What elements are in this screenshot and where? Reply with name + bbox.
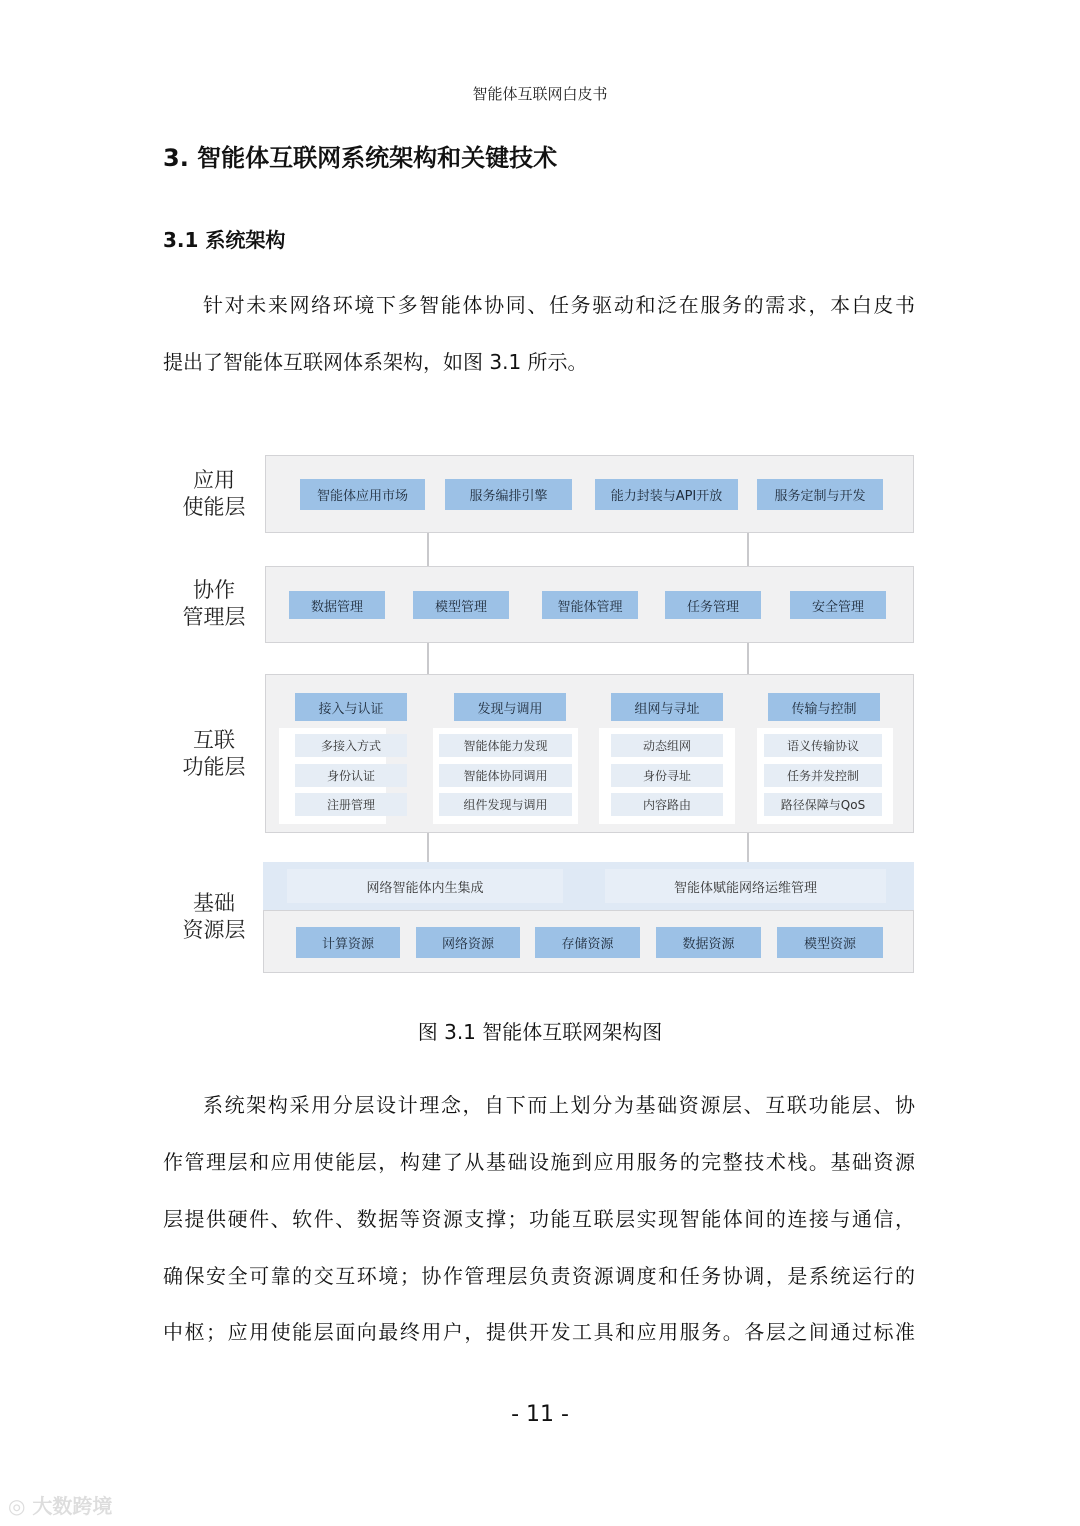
paragraph-line: 针对未来网络环境下多智能体协同、任务驱动和泛在服务的需求，本白皮书 (203, 293, 915, 317)
app-item: 服务编排引擎 (445, 479, 572, 510)
base-item: 网络资源 (416, 927, 520, 958)
collab-item: 任务管理 (665, 591, 761, 619)
running-header: 智能体互联网白皮书 (472, 85, 608, 103)
paragraph-line: 提出了智能体互联网体系架构，如图 3.1 所示。 (163, 350, 588, 374)
group-title: 传输与控制 (768, 693, 880, 721)
group-item: 智能体协同调用 (439, 764, 572, 787)
connector (427, 832, 429, 862)
group-item: 多接入方式 (295, 734, 407, 757)
section-heading: 3. 智能体互联网系统架构和关键技术 (163, 144, 558, 172)
connector (747, 532, 749, 566)
figure-caption: 图 3.1 智能体互联网架构图 (417, 1020, 663, 1044)
group-item: 身份寻址 (611, 764, 723, 787)
base-item: 存储资源 (535, 927, 640, 958)
group-item: 内容路由 (611, 793, 723, 816)
band-item: 网络智能体内生集成 (287, 869, 563, 903)
connector (427, 642, 429, 674)
group-item: 注册管理 (295, 793, 407, 816)
layer-label-app: 应用 使能层 (182, 468, 246, 519)
app-item: 能力封装与API开放 (595, 479, 738, 510)
collab-item: 模型管理 (413, 591, 509, 619)
base-item: 数据资源 (656, 927, 761, 958)
group-item: 身份认证 (295, 764, 407, 787)
group-item: 任务并发控制 (764, 764, 882, 787)
layer-label-inter: 互联 功能层 (182, 728, 246, 779)
paragraph-line: 中枢；应用使能层面向最终用户，提供开发工具和应用服务。各层之间通过标准 (163, 1320, 915, 1344)
group-item: 语义传输协议 (764, 734, 882, 757)
band-item: 智能体赋能网络运维管理 (605, 869, 886, 903)
paragraph-line: 作管理层和应用使能层，构建了从基础设施到应用服务的完整技术栈。基础资源 (163, 1150, 915, 1174)
group-title: 接入与认证 (295, 693, 407, 721)
paragraph-line: 层提供硬件、软件、数据等资源支撑；功能互联层实现智能体间的连接与通信， (163, 1207, 915, 1231)
base-item: 模型资源 (777, 927, 883, 958)
base-item: 计算资源 (296, 927, 400, 958)
app-item: 服务定制与开发 (757, 479, 883, 510)
page-number: - 11 - (511, 1402, 569, 1427)
group-item: 路径保障与QoS (764, 793, 882, 816)
subsection-heading: 3.1 系统架构 (163, 228, 286, 252)
group-title: 发现与调用 (454, 693, 566, 721)
connector (747, 642, 749, 674)
group-item: 动态组网 (611, 734, 723, 757)
group-title: 组网与寻址 (611, 693, 723, 721)
connector (427, 532, 429, 566)
connector (747, 832, 749, 862)
collab-item: 智能体管理 (542, 591, 638, 619)
paragraph-line: 系统架构采用分层设计理念，自下而上划分为基础资源层、互联功能层、协 (203, 1093, 915, 1117)
app-item: 智能体应用市场 (300, 479, 425, 510)
collab-item: 数据管理 (289, 591, 385, 619)
paragraph-line: 确保安全可靠的交互环境；协作管理层负责资源调度和任务协调，是系统运行的 (163, 1264, 915, 1288)
collab-item: 安全管理 (790, 591, 886, 619)
group-item: 智能体能力发现 (439, 734, 572, 757)
watermark-logo: ◎ 大数跨境 (8, 1494, 113, 1518)
group-item: 组件发现与调用 (439, 793, 572, 816)
layer-label-base: 基础 资源层 (182, 891, 246, 942)
layer-label-collab: 协作 管理层 (182, 578, 246, 629)
